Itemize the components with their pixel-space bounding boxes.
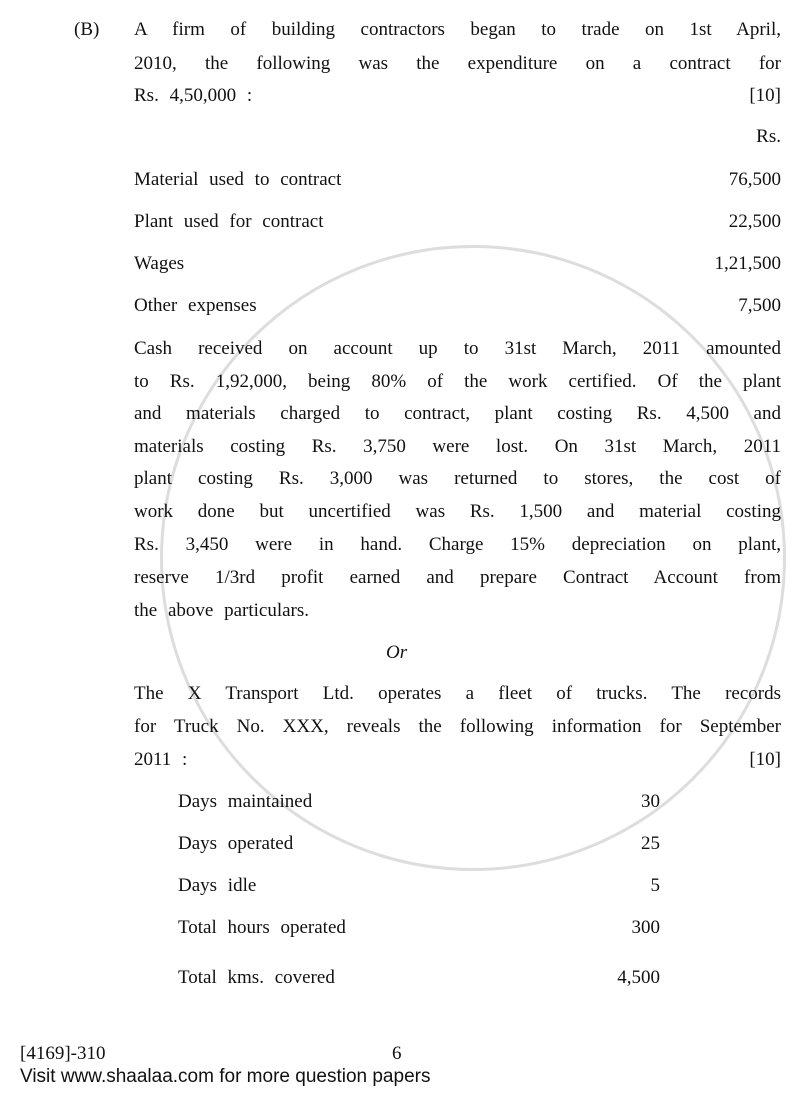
expense-label: Plant used for contract bbox=[134, 211, 324, 232]
expense-value: 1,21,500 bbox=[714, 253, 781, 274]
para-line: reserve 1/3rd profit earned and prepare Contract Account from bbox=[134, 567, 781, 588]
truck-label: Days operated bbox=[178, 833, 294, 854]
expense-label: Material used to contract bbox=[134, 169, 342, 190]
currency-header: Rs. bbox=[756, 126, 781, 147]
truck-value: 4,500 bbox=[617, 967, 660, 988]
truck-value: 25 bbox=[641, 833, 660, 854]
alt-line: for Truck No. XXX, reveals the following information for September bbox=[134, 716, 781, 737]
intro-line: A firm of building contractors began to trade on 1st April, bbox=[134, 19, 781, 40]
intro-line: Rs. 4,50,000 : bbox=[134, 85, 253, 106]
paper-code: [4169]-310 bbox=[20, 1043, 106, 1064]
expense-value: 22,500 bbox=[728, 211, 781, 232]
or-label: Or bbox=[386, 642, 408, 663]
intro-line: 2010, the following was the expenditure on a contract for bbox=[134, 53, 781, 74]
para-line: the above particulars. bbox=[134, 600, 310, 621]
truck-value: 300 bbox=[631, 917, 660, 938]
truck-label: Total kms. covered bbox=[178, 967, 335, 988]
truck-label: Days maintained bbox=[178, 791, 313, 812]
para-line: plant costing Rs. 3,000 was returned to stores, the cost of bbox=[134, 468, 781, 489]
marks: [10] bbox=[749, 85, 781, 106]
alt-marks: [10] bbox=[749, 749, 781, 770]
para-line: to Rs. 1,92,000, being 80% of the work certified. Of the plant bbox=[134, 371, 781, 392]
expense-label: Other expenses bbox=[134, 295, 257, 316]
para-line: Cash received on account up to 31st March, 2011 amounted bbox=[134, 338, 781, 359]
alt-line: 2011 : bbox=[134, 749, 188, 770]
alt-line: The X Transport Ltd. operates a fleet of trucks. The records bbox=[134, 683, 781, 704]
para-line: materials costing Rs. 3,750 were lost. On 31st March, 2011 bbox=[134, 436, 781, 457]
expense-value: 7,500 bbox=[738, 295, 781, 316]
para-line: work done but uncertified was Rs. 1,500 and material costing bbox=[134, 501, 781, 522]
para-line: and materials charged to contract, plant costing Rs. 4,500 and bbox=[134, 403, 781, 424]
truck-value: 5 bbox=[650, 875, 660, 896]
question-label: (B) bbox=[74, 19, 100, 40]
truck-value: 30 bbox=[641, 791, 660, 812]
truck-label: Total hours operated bbox=[178, 917, 346, 938]
para-line: Rs. 3,450 were in hand. Charge 15% depreciation on plant, bbox=[134, 534, 781, 555]
expense-value: 76,500 bbox=[728, 169, 781, 190]
page-number: 6 bbox=[392, 1043, 402, 1064]
visit-link-text: Visit www.shaalaa.com for more question papers bbox=[20, 1066, 431, 1087]
expense-label: Wages bbox=[134, 253, 185, 274]
truck-label: Days idle bbox=[178, 875, 257, 896]
